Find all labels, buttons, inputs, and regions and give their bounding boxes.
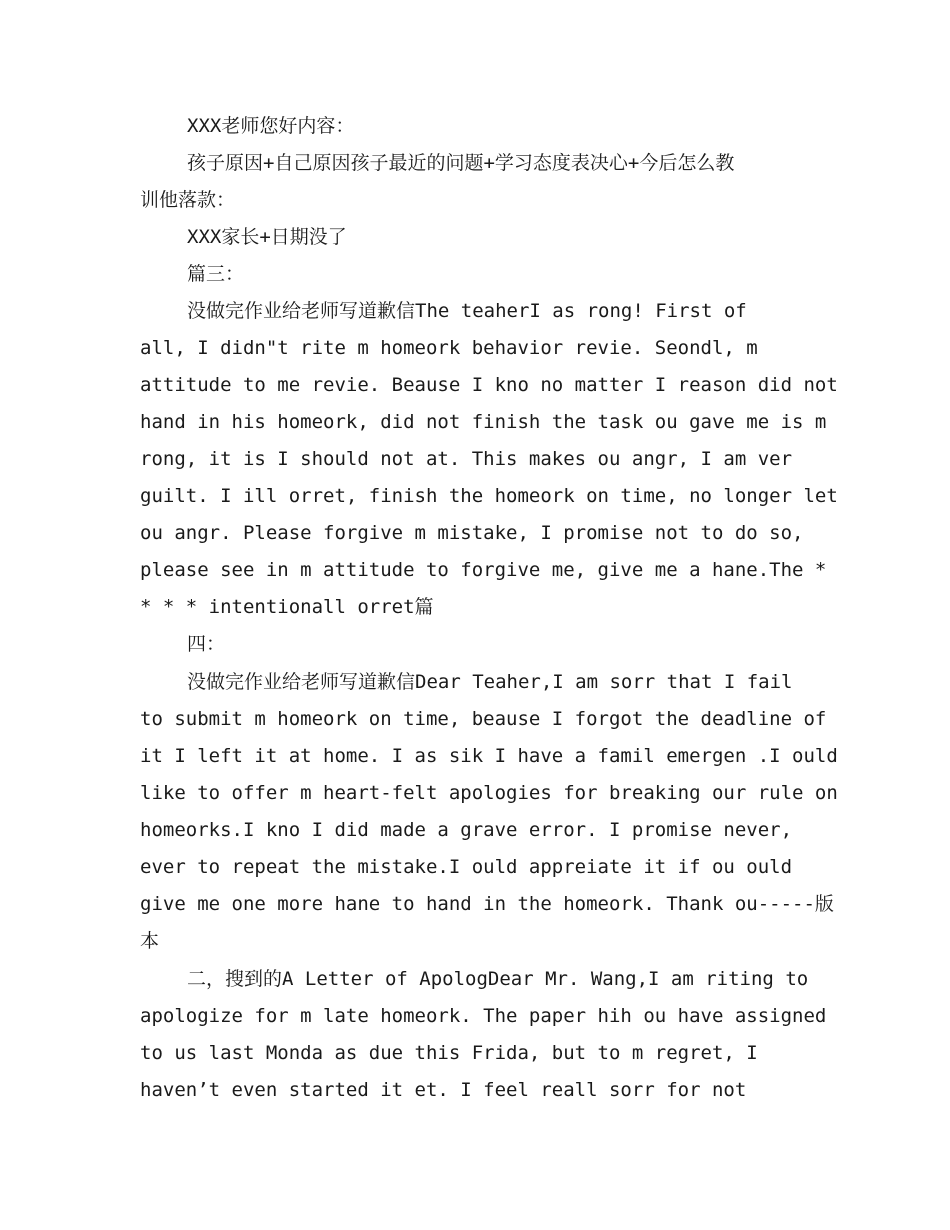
text-line: like to offer m heart-felt apologies for breaking our rule on: [140, 782, 838, 804]
text-line: XXX老师您好内容：: [187, 115, 355, 137]
text-line: please see in m attitude to forgive me, give me a hane.The *: [140, 559, 827, 581]
text-line: attitude to me revie. Beause I kno no matter I reason did not: [140, 374, 838, 396]
text-line: 没做完作业给老师写道歉信The teaherI as rong! First of: [187, 300, 747, 322]
text-line: 训他落款：: [140, 189, 236, 211]
text-line: 本: [140, 930, 160, 952]
text-line: guilt. I ill orret, finish the homeork on time, no longer let: [140, 485, 838, 507]
text-line: ever to repeat the mistake.I ould appreiate it if ou ould: [140, 856, 793, 878]
section-heading: 四：: [187, 633, 226, 655]
text-line: it I left it at home. I as sik I have a famil emergen .I ould: [140, 745, 838, 767]
text-line: give me one more hane to hand in the homeork. Thank ou-----版: [140, 893, 834, 915]
text-line: 孩子原因+自己原因孩子最近的问题+学习态度表决心+今后怎么教: [187, 152, 735, 174]
section-heading: 篇三：: [187, 263, 245, 285]
text-line: ou angr. Please forgive m mistake, I promise not to do so,: [140, 522, 804, 544]
text-line: homeorks.I kno I did made a grave error. I promise never,: [140, 819, 793, 841]
text-line: 二，搜到的A Letter of ApologDear Mr. Wang,I am riting to: [187, 968, 809, 990]
text-line: * * * intentionall orret篇: [140, 596, 434, 618]
text-line: 没做完作业给老师写道歉信Dear Teaher,I am sorr that I fail: [187, 671, 793, 693]
text-line: apologize for m late homeork. The paper hih ou have assigned: [140, 1005, 827, 1027]
text-line: rong, it is I should not at. This makes ou angr, I am ver: [140, 448, 793, 470]
text-line: haven’t even started it et. I feel reall sorr for not: [140, 1079, 747, 1101]
text-line: to submit m homeork on time, beause I forgot the deadline of: [140, 708, 827, 730]
text-line: to us last Monda as due this Frida, but to m regret, I: [140, 1042, 758, 1064]
text-line: XXX家长+日期没了: [187, 226, 347, 248]
text-line: all, I didn"t rite m homeork behavior revie. Seondl, m: [140, 337, 758, 359]
text-line: hand in his homeork, did not finish the task ou gave me is m: [140, 411, 827, 433]
